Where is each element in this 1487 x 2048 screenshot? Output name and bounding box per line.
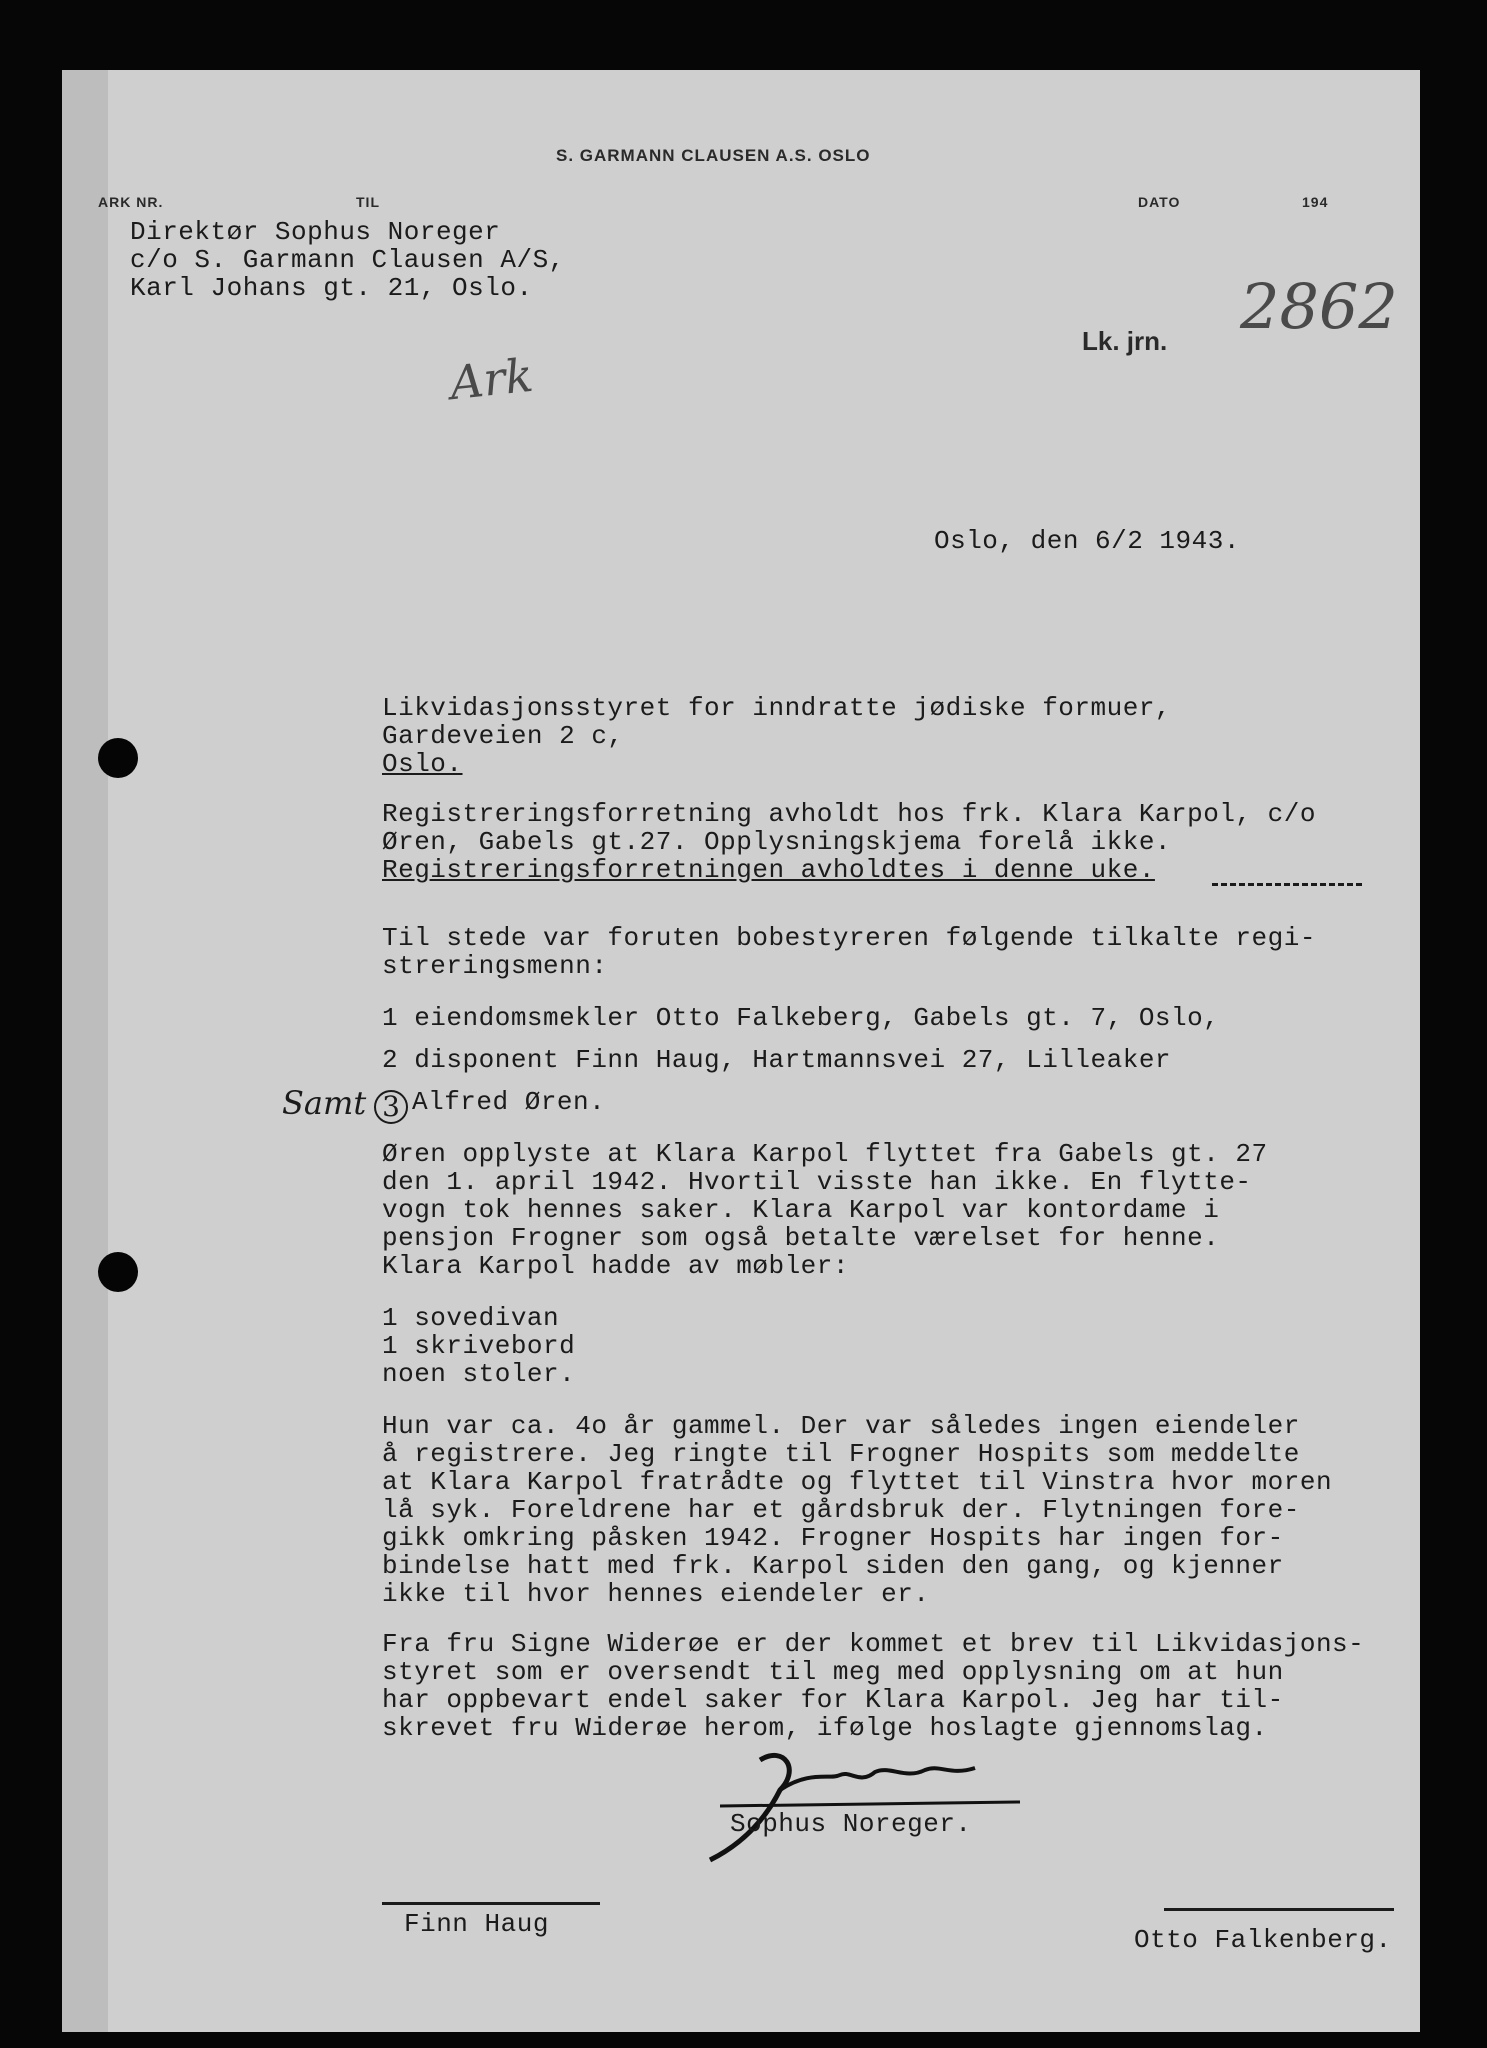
furniture-item: 1 skrivebord xyxy=(382,1331,576,1361)
signature-line-left xyxy=(382,1902,600,1905)
present-line-1: Til stede var foruten bobestyreren følgende tilkalte regi- xyxy=(382,923,1316,953)
dato-label: DATO xyxy=(1138,194,1181,210)
signature-name: Sophus Noreger. xyxy=(730,1809,972,1839)
folded-left-edge xyxy=(62,70,108,2032)
attendee-3: Alfred Øren. xyxy=(412,1087,606,1117)
recipient-line-3: Karl Johans gt. 21, Oslo. xyxy=(130,273,533,303)
attendee-1: 1 eiendomsmekler Otto Falkeberg, Gabels gt. 7, Oslo, xyxy=(382,1003,1220,1033)
para3-line-1: Fra fru Signe Widerøe er der kommet et brev til Likvidasjons- xyxy=(382,1629,1365,1659)
recipient-line-1: Direktør Sophus Noreger xyxy=(130,217,501,247)
addressee-line-2: Gardeveien 2 c, xyxy=(382,721,624,751)
subject-line-3: Registreringsforretningen avholdtes i denne uke. xyxy=(382,855,1155,885)
para2-line-4: lå syk. Foreldrene har et gårdsbruk der. Flytningen fore- xyxy=(382,1495,1300,1525)
handwritten-samt: Samt xyxy=(282,1084,367,1122)
handwritten-annotation: Ark xyxy=(447,347,536,411)
journal-label: Lk. jrn. xyxy=(1082,326,1168,356)
subject-dashed-rule xyxy=(1212,883,1362,886)
furniture-item: noen stoler. xyxy=(382,1359,576,1389)
present-line-2: streringsmenn: xyxy=(382,951,608,981)
signature-name-left: Finn Haug xyxy=(404,1909,549,1939)
furniture-item: 1 sovedivan xyxy=(382,1303,560,1333)
para1-line-1: Øren opplyste at Klara Karpol flyttet fra Gabels gt. 27 xyxy=(382,1139,1268,1169)
para1-line-4: pensjon Frogner som også betalte værelset for henne. xyxy=(382,1223,1220,1253)
para1-line-3: vogn tok hennes saker. Klara Karpol var kontordame i xyxy=(382,1195,1220,1225)
punch-hole xyxy=(98,1252,138,1292)
para2-line-1: Hun var ca. 4o år gammel. Der var således ingen eiendeler xyxy=(382,1411,1300,1441)
para2-line-6: bindelse hatt med frk. Karpol siden den gang, og kjenner xyxy=(382,1551,1284,1581)
punch-hole xyxy=(98,738,138,778)
handwritten-number-3: 3 xyxy=(374,1090,408,1124)
journal-number: 2862 xyxy=(1240,270,1398,343)
recipient-line-2: c/o S. Garmann Clausen A/S, xyxy=(130,245,565,275)
subject-line-2: Øren, Gabels gt.27. Opplysningskjema forelå ikke. xyxy=(382,827,1172,857)
para3-line-2: styret som er oversendt til meg med opplysning om at hun xyxy=(382,1657,1284,1687)
handwritten-signature xyxy=(690,1740,1030,1870)
year-prefix: 194 xyxy=(1302,194,1329,210)
para2-line-5: gikk omkring påsken 1942. Frogner Hospits har ingen for- xyxy=(382,1523,1284,1553)
addressee-line-3: Oslo. xyxy=(382,749,463,779)
para3-line-3: har oppbevart endel saker for Klara Karpol. Jeg har til- xyxy=(382,1685,1284,1715)
date-line: Oslo, den 6/2 1943. xyxy=(934,526,1240,556)
addressee-line-1: Likvidasjonsstyret for inndratte jødiske formuer, xyxy=(382,693,1172,723)
letterhead-company: S. GARMANN CLAUSEN A.S. OSLO xyxy=(556,146,871,165)
signature-line-right xyxy=(1164,1908,1394,1911)
signature-name-right: Otto Falkenberg. xyxy=(1134,1925,1392,1955)
til-label: TIL xyxy=(356,194,380,210)
para2-line-7: ikke til hvor hennes eiendeler er. xyxy=(382,1579,930,1609)
attendee-2: 2 disponent Finn Haug, Hartmannsvei 27, Lilleaker xyxy=(382,1045,1172,1075)
para2-line-2: å registrere. Jeg ringte til Frogner Hospits som meddelte xyxy=(382,1439,1300,1469)
para2-line-3: at Klara Karpol fratrådte og flyttet til Vinstra hvor moren xyxy=(382,1467,1333,1497)
para3-line-4: skrevet fru Widerøe herom, ifølge hoslagte gjennomslag. xyxy=(382,1713,1268,1743)
subject-line-1: Registreringsforretning avholdt hos frk. Klara Karpol, c/o xyxy=(382,799,1316,829)
para1-line-2: den 1. april 1942. Hvortil visste han ikke. En flytte- xyxy=(382,1167,1252,1197)
para1-line-5: Klara Karpol hadde av møbler: xyxy=(382,1251,849,1281)
ark-nr-label: ARK NR. xyxy=(98,194,164,210)
